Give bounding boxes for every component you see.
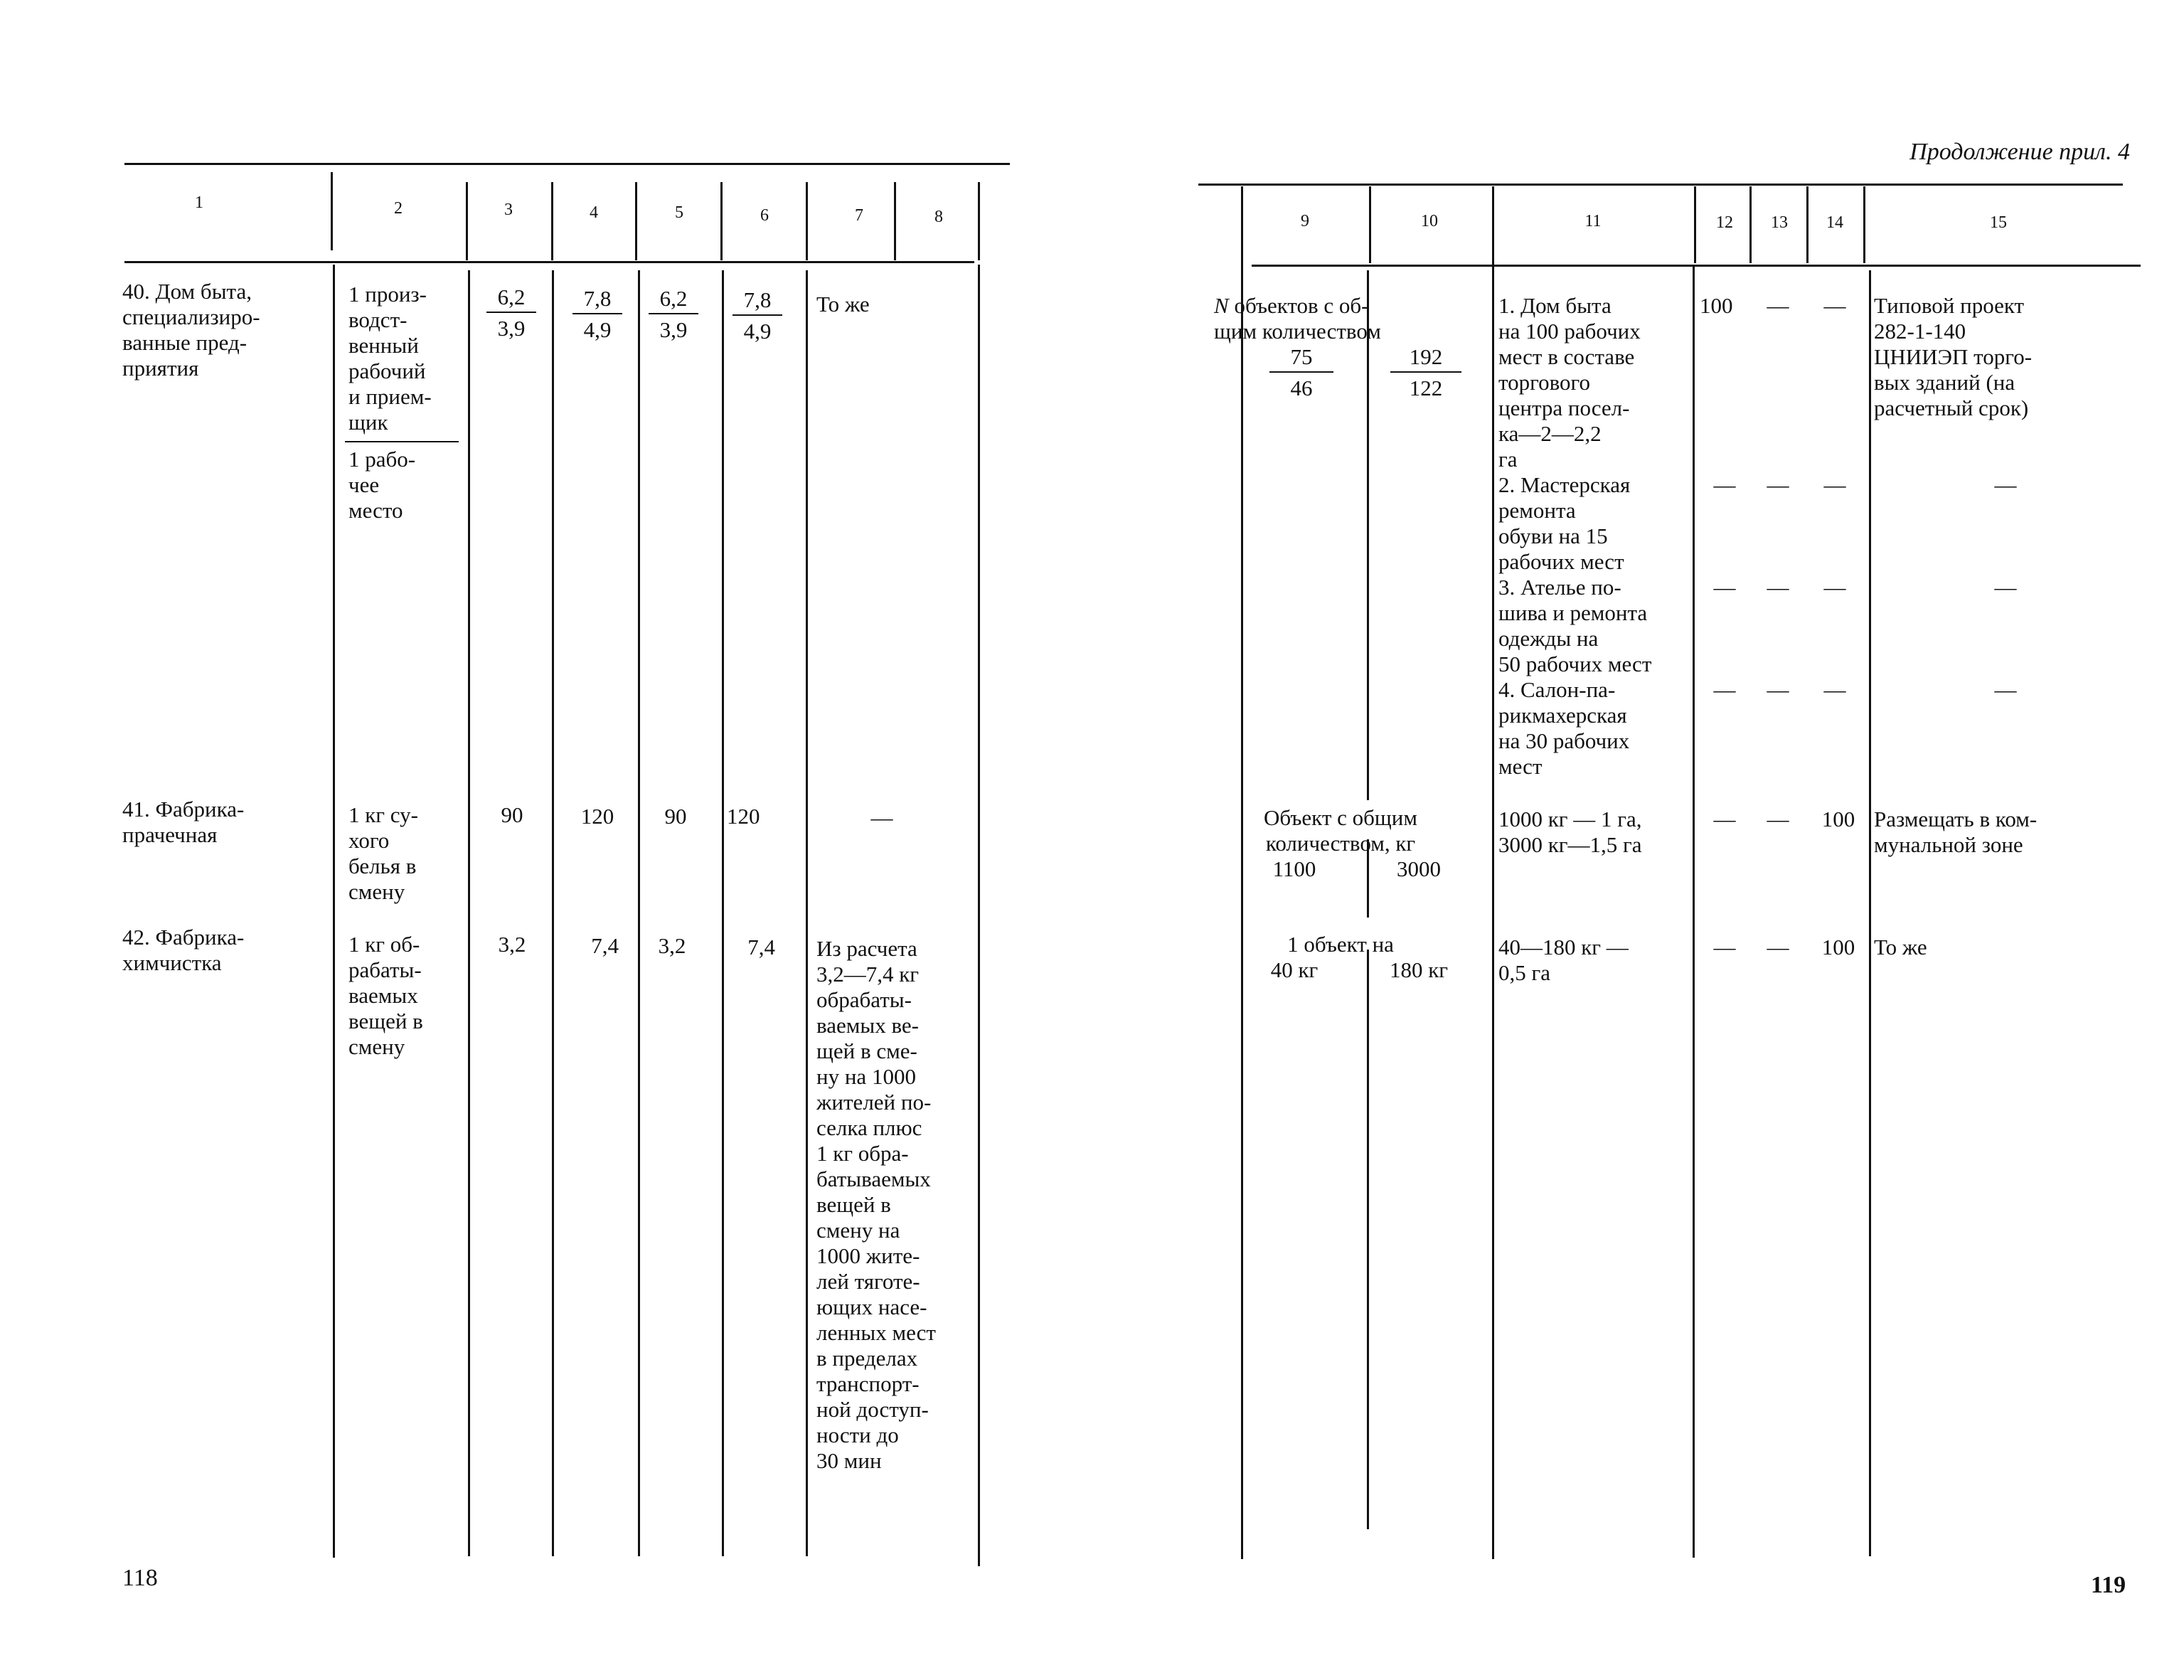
unit-divider: [345, 441, 459, 442]
row-40-item-1: 1. Дом быта на 100 рабочих мест в составе торгового центра посел- ка—2—2,2 га: [1498, 293, 1641, 472]
fraction-numerator: 192: [1390, 344, 1461, 373]
col-header: 3: [504, 201, 513, 219]
row-40-col7: То же: [816, 292, 870, 317]
col-divider: [333, 265, 335, 1558]
running-head: Продолжение прил. 4: [1909, 139, 2130, 165]
table-header-rule: [1252, 265, 2141, 267]
row-40-item-4-col12: —: [1713, 677, 1736, 702]
col-divider: [466, 182, 468, 260]
row-42-col14: 100: [1821, 935, 1855, 959]
row-40-item-2-col15: —: [1994, 472, 2017, 497]
row-40-col4-fraction: [572, 286, 622, 343]
page-number: 118: [122, 1565, 158, 1591]
col-divider: [978, 265, 980, 1566]
col-divider: [635, 182, 637, 260]
row-40-col6-fraction: [733, 287, 782, 344]
row-41-col9-value: 1100: [1272, 856, 1316, 881]
row-42-col9-value: 40 кг: [1270, 957, 1319, 982]
col-header: 11: [1584, 212, 1602, 230]
row-42-name: 42. Фабрика- химчистка: [122, 925, 245, 975]
row-40-item-4: 4. Салон-па- рикмахерская на 30 рабочих мест: [1498, 677, 1630, 779]
col-header: 8: [934, 208, 943, 226]
row-40-col10-fraction: [1390, 344, 1461, 401]
col-divider: [1869, 270, 1871, 1556]
right-page: [1092, 0, 2184, 1680]
col-header: 4: [590, 203, 598, 222]
col-divider: [1863, 186, 1865, 263]
col-divider: [978, 182, 980, 260]
row-40-item-2-col12: —: [1713, 472, 1736, 497]
fraction-denominator: 122: [1409, 376, 1443, 400]
row-40-item-3-col13: —: [1767, 575, 1789, 600]
fraction-numerator: 7,8: [572, 286, 622, 314]
col-divider: [1693, 267, 1695, 1558]
col-divider: [894, 182, 896, 260]
row-40-item-2-col14: —: [1823, 472, 1846, 497]
row-41-col5: 90: [664, 804, 687, 829]
col-divider: [468, 270, 470, 1556]
fraction-numerator: 75: [1269, 344, 1333, 373]
row-40-item-2: 2. Мастерская ремонта обуви на 15 рабочих мест: [1498, 472, 1631, 574]
row-40-item-1-col15: Типовой проект 282-1-140 ЦНИИЭП торго- вых зданий (на расчетный срок): [1874, 293, 2033, 420]
row-40-col5-fraction: [649, 286, 698, 343]
fraction-denominator: 4,9: [743, 319, 772, 344]
col-divider: [1369, 186, 1371, 263]
row-41-col4: 120: [580, 804, 614, 829]
col-header: 10: [1421, 212, 1438, 230]
row-40-item-1-col14: —: [1823, 293, 1846, 318]
row-40-item-1-col12: 100: [1700, 293, 1733, 318]
row-41-name: 41. Фабрика- прачечная: [122, 797, 245, 847]
col-divider: [1694, 186, 1696, 263]
row-41-unit: 1 кг су- хого белья в смену: [348, 802, 418, 904]
row-40-item-4-col13: —: [1767, 677, 1789, 702]
row-42-col9-text: 1 объект на: [1287, 932, 1394, 957]
row-40-item-3: 3. Ателье по- шива и ремонта одежды на 50 рабочих мест: [1498, 575, 1652, 676]
col-header: 9: [1301, 212, 1309, 230]
fraction-numerator: 6,2: [649, 286, 698, 314]
row-41-col12: —: [1713, 807, 1736, 831]
row-42-col3: 3,2: [498, 932, 526, 957]
row-42-col4: 7,4: [591, 933, 619, 958]
row-41-col14: 100: [1821, 807, 1855, 831]
row-41-col15: Размещать в ком- мунальной зоне: [1874, 807, 2037, 857]
row-42-col7: Из расчета 3,2—7,4 кг обрабаты- ваемых ве- щей в сме- ну на 1000 жителей по- селка плюс 1 кг обра- батываемых вещей в смену на 1000 жите- лей тяготе- ющих насе- ленных мест в пределах транспорт- ной доступ- ности до 30 мин: [816, 936, 936, 1473]
row-42-col13: —: [1767, 935, 1789, 959]
sub-divider: [1367, 270, 1369, 800]
row-42-col10-value: 180 кг: [1389, 957, 1449, 982]
row-42-col5: 3,2: [658, 933, 686, 958]
col-divider: [331, 172, 333, 250]
fraction-numerator: 6,2: [486, 285, 536, 313]
fraction-denominator: 46: [1290, 376, 1313, 400]
col-header: 15: [1990, 213, 2007, 232]
table-header-rule: [124, 261, 974, 263]
col-divider: [720, 182, 723, 260]
row-40-item-3-col15: —: [1994, 575, 2017, 600]
col-header: 5: [675, 203, 683, 222]
table-top-rule: [1198, 184, 2123, 186]
row-42-col12: —: [1713, 935, 1736, 959]
col-divider: [806, 182, 808, 260]
row-40-col9-fraction: [1269, 344, 1333, 401]
col-divider: [722, 270, 724, 1556]
row-40-col9-caption: объектов с об- щим количеством: [1214, 293, 1381, 344]
row-40-item-3-col12: —: [1713, 575, 1736, 600]
row-40-item-4-col15: —: [1994, 677, 2017, 702]
row-40-item-3-col14: —: [1823, 575, 1846, 600]
row-40-unit-bottom: 1 рабо- чее место: [348, 447, 416, 523]
col-header: 12: [1716, 213, 1733, 232]
col-header: 13: [1771, 213, 1788, 232]
row-40-col3-fraction: [486, 285, 536, 341]
fraction-numerator: 7,8: [733, 287, 782, 316]
col-header: 7: [855, 206, 863, 225]
col-header: 1: [195, 193, 203, 212]
row-42-col11: 40—180 кг — 0,5 га: [1498, 935, 1629, 985]
row-41-col7: —: [870, 805, 893, 830]
row-41-col3: 90: [501, 802, 523, 827]
col-divider: [1749, 186, 1752, 263]
row-40-name: 40. Дом быта, специализиро- ванные пред- приятия: [122, 279, 260, 381]
col-divider: [638, 270, 640, 1556]
row-40-item-2-col13: —: [1767, 472, 1789, 497]
table-top-rule: [124, 163, 1010, 165]
variable-n: N: [1214, 293, 1229, 318]
col-divider: [806, 270, 808, 1556]
col-divider: [1241, 186, 1243, 1559]
row-41-col9-text: Объект с общим количеством, кг: [1264, 805, 1417, 856]
row-42-col15: То же: [1874, 935, 1927, 959]
col-header: 14: [1826, 213, 1843, 232]
col-header: 2: [394, 199, 403, 218]
row-42-col6: 7,4: [747, 935, 775, 959]
row-41-col11: 1000 кг — 1 га, 3000 кг—1,5 га: [1498, 807, 1642, 857]
col-divider: [1492, 186, 1494, 1559]
sub-divider: [1367, 950, 1369, 1529]
row-40-unit-top: 1 произ- водст- венный рабочий и прием- щик: [348, 282, 432, 435]
row-42-unit: 1 кг об- рабаты- ваемых вещей в смену: [348, 932, 423, 1059]
page-number: 119: [2091, 1572, 2126, 1598]
fraction-denominator: 3,9: [659, 317, 688, 342]
col-divider: [1806, 186, 1809, 263]
col-header: 6: [760, 206, 769, 225]
row-40-item-4-col14: —: [1823, 677, 1846, 702]
row-40-col9-text: [1214, 293, 1484, 344]
fraction-denominator: 3,9: [497, 316, 526, 341]
row-41-col10-value: 3000: [1397, 856, 1441, 881]
row-41-col13: —: [1767, 807, 1789, 831]
fraction-denominator: 4,9: [583, 317, 612, 342]
row-41-col6: 120: [727, 804, 760, 829]
col-divider: [552, 270, 554, 1556]
row-40-item-1-col13: —: [1767, 293, 1789, 318]
col-divider: [551, 182, 553, 260]
